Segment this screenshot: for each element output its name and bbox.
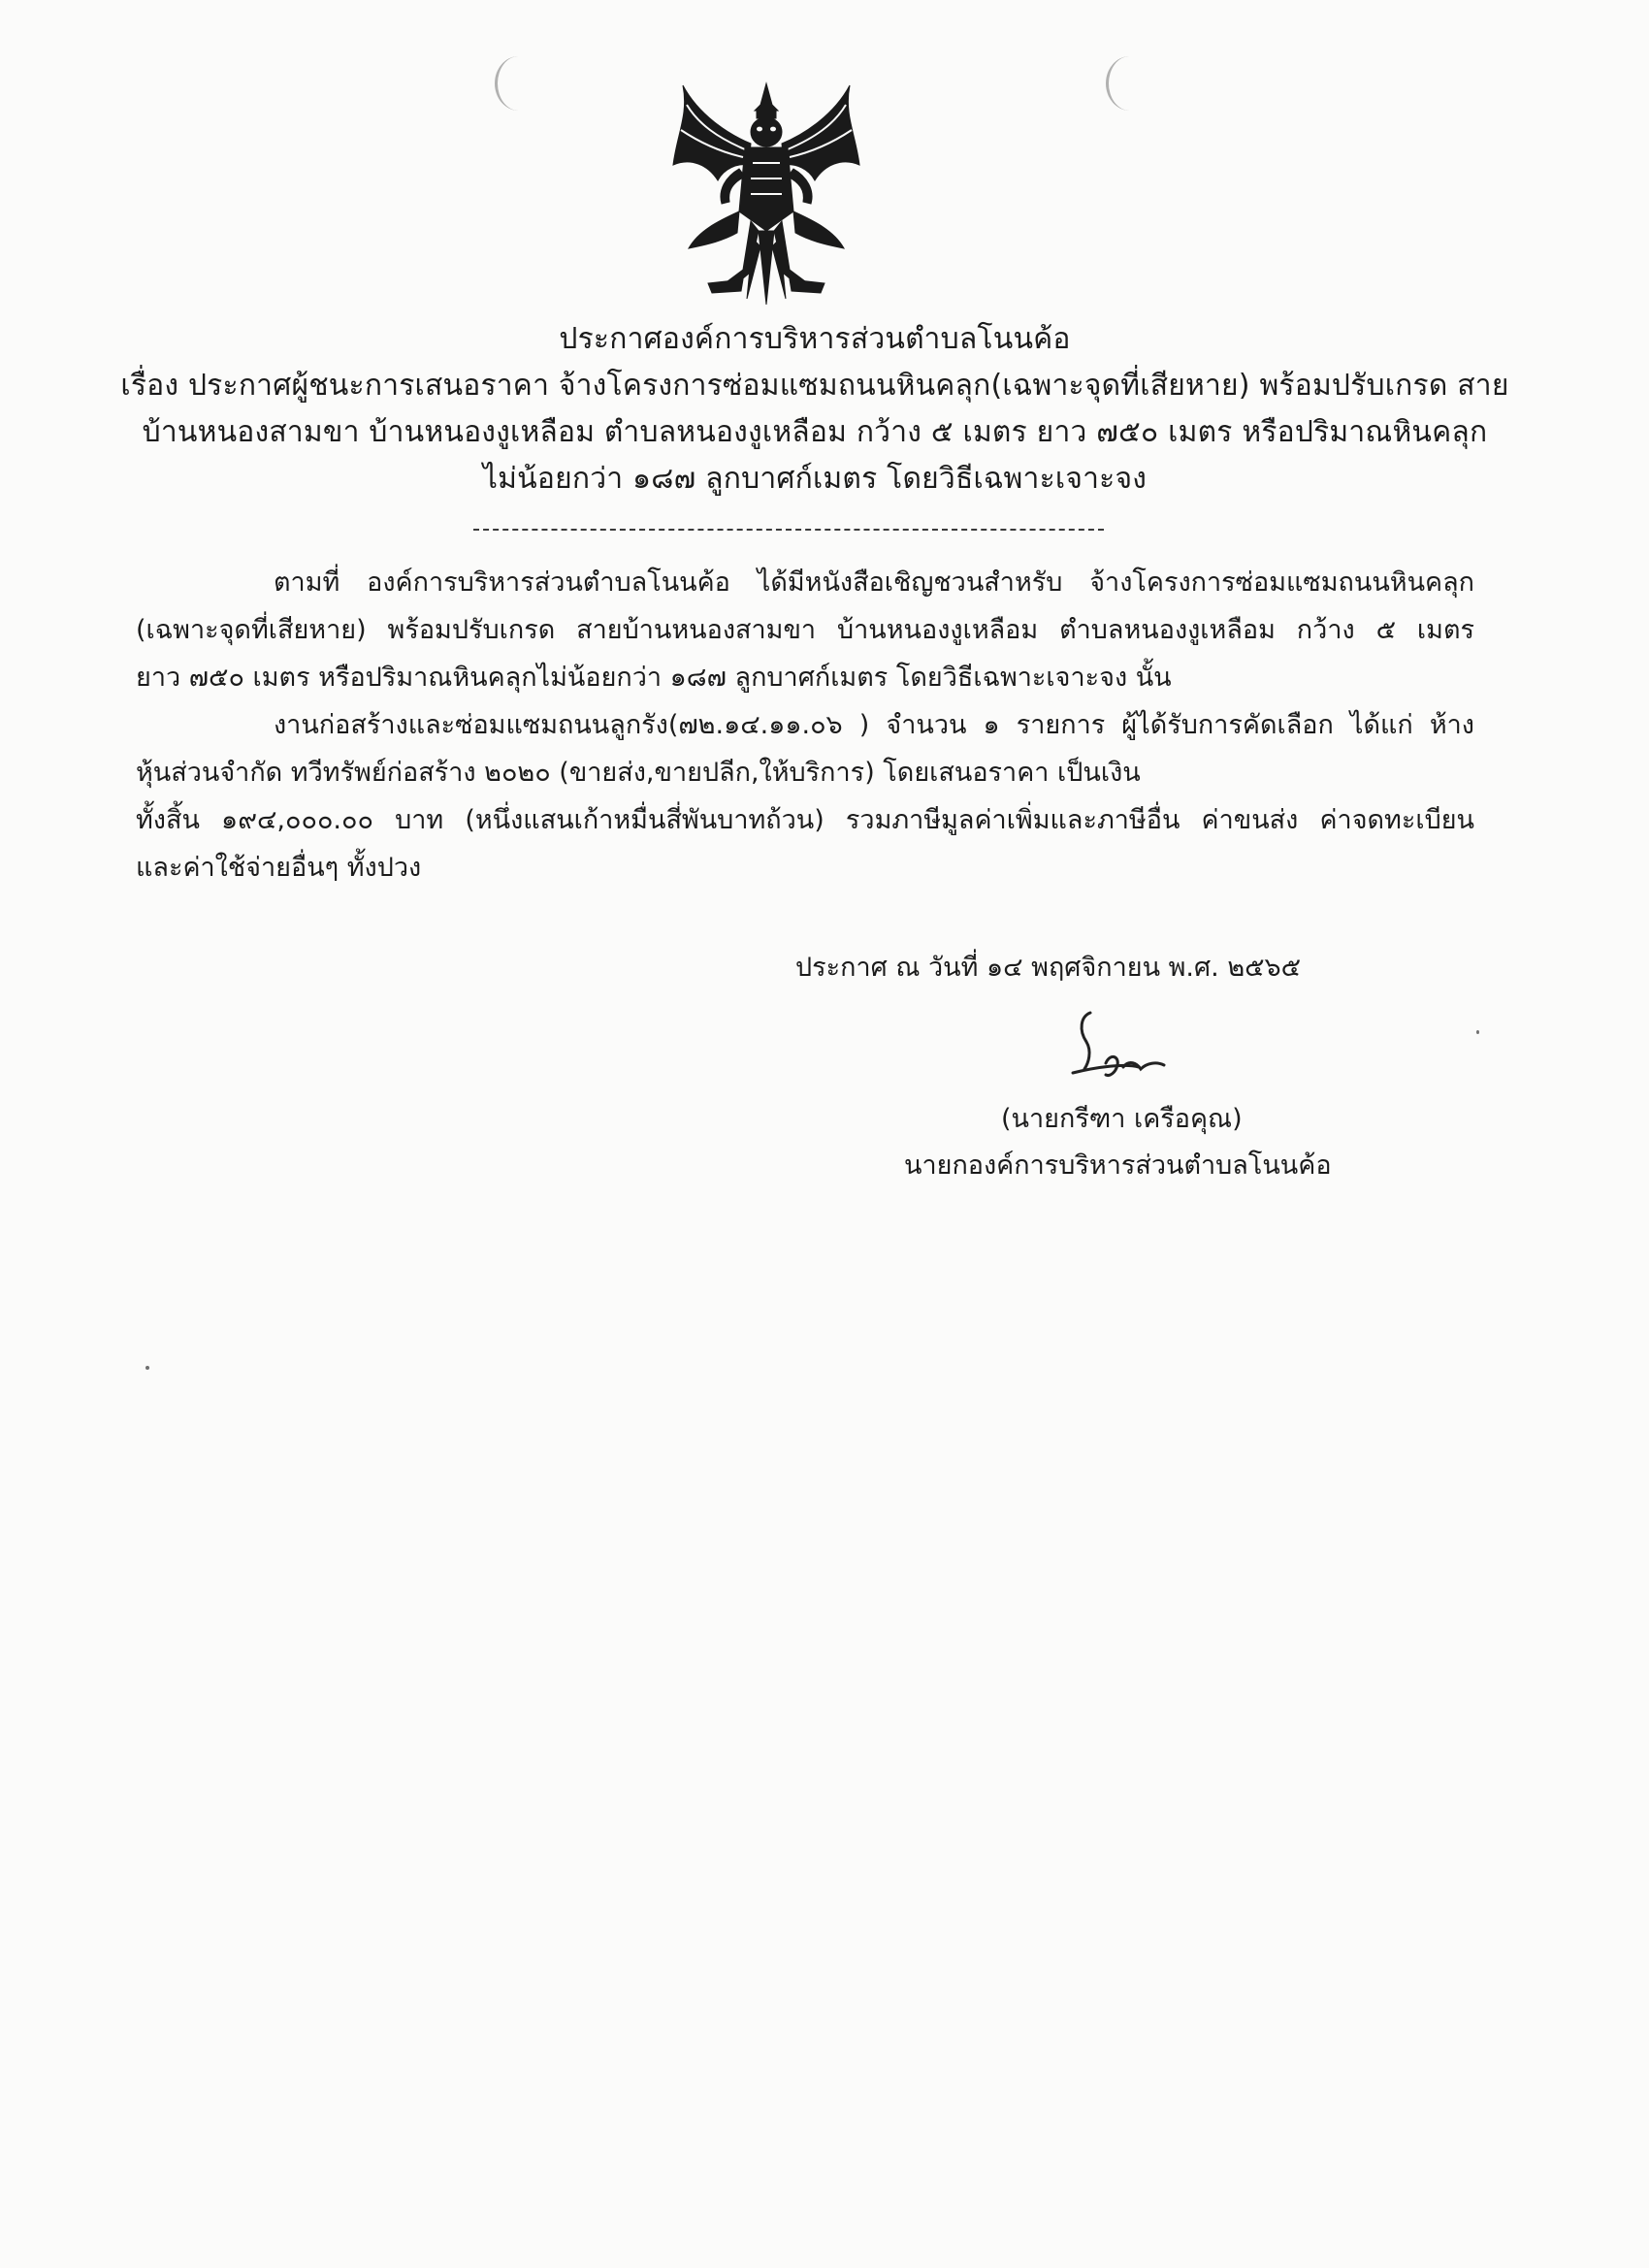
handwritten-signature-icon: [1067, 1009, 1232, 1086]
document-subject-line-1: เรื่อง ประกาศผู้ชนะการเสนอราคา จ้างโครงการซ่อมแซมถนนหินคลุก(เฉพาะจุดที่เสียหาย) พร้อมปรับเกรด สาย: [120, 369, 1509, 403]
paragraph-2-line-4: และค่าใช้จ่ายอื่นๆ ทั้งปวง: [136, 853, 422, 883]
document-subject-line-2: บ้านหนองสามขา บ้านหนองงูเหลือม ตำบลหนองงูเหลือม กว้าง ๕ เมตร ยาว ๗๕๐ เมตร หรือปริมาณหินคลุก: [142, 415, 1488, 449]
punch-hole-right-icon: [1106, 56, 1153, 111]
signer-title: นายกองค์การบริหารส่วนตำบลโนนค้อ: [904, 1150, 1332, 1181]
scan-speck: [146, 1366, 149, 1370]
scan-speck: [1476, 1030, 1479, 1034]
document-title: ประกาศองค์การบริหารส่วนตำบลโนนค้อ: [559, 322, 1071, 356]
paragraph-2-line-1: งานก่อสร้างและซ่อมแซมถนนลูกรัง(๗๒.๑๔.๑๑.๐๖ ) จำนวน ๑ รายการ ผู้ได้รับการคัดเลือก ได้แก่ ห้าง: [274, 710, 1474, 740]
announcement-date: ประกาศ ณ วันที่ ๑๔ พฤศจิกายน พ.ศ. ๒๕๖๕: [795, 953, 1302, 983]
paragraph-1-line-3: ยาว ๗๕๐ เมตร หรือปริมาณหินคลุกไม่น้อยกว่า ๑๘๗ ลูกบาศก์เมตร โดยวิธีเฉพาะเจาะจง นั้น: [136, 663, 1172, 693]
signer-name: (นายกรีฑา เครือคุณ): [1001, 1104, 1243, 1134]
paragraph-2-line-2: หุ้นส่วนจำกัด ทวีทรัพย์ก่อสร้าง ๒๐๒๐ (ขายส่ง,ขายปลีก,ให้บริการ) โดยเสนอราคา เป็นเงิน: [136, 758, 1141, 788]
divider: [473, 529, 1104, 531]
garuda-emblem-icon: [669, 76, 863, 318]
paragraph-2-line-3: ทั้งสิ้น ๑๙๔,๐๐๐.๐๐ บาท (หนึ่งแสนเก้าหมื่นสี่พันบาทถ้วน) รวมภาษีมูลค่าเพิ่มและภาษีอื่น ค่าขนส่ง ค่าจดทะเบียน: [136, 805, 1474, 835]
paragraph-1-line-1: ตามที่ องค์การบริหารส่วนตำบลโนนค้อ ได้มีหนังสือเชิญชวนสำหรับ จ้างโครงการซ่อมแซมถนนหินคลุก: [274, 567, 1474, 598]
paragraph-1-line-2: (เฉพาะจุดที่เสียหาย) พร้อมปรับเกรด สายบ้านหนองสามขา บ้านหนองงูเหลือม ตำบลหนองงูเหลือม กว้าง ๕ เมตร: [136, 615, 1474, 645]
punch-hole-left-icon: [495, 56, 542, 111]
document-subject-line-3: ไม่น้อยกว่า ๑๘๗ ลูกบาศก์เมตร โดยวิธีเฉพาะเจาะจง: [482, 462, 1148, 496]
